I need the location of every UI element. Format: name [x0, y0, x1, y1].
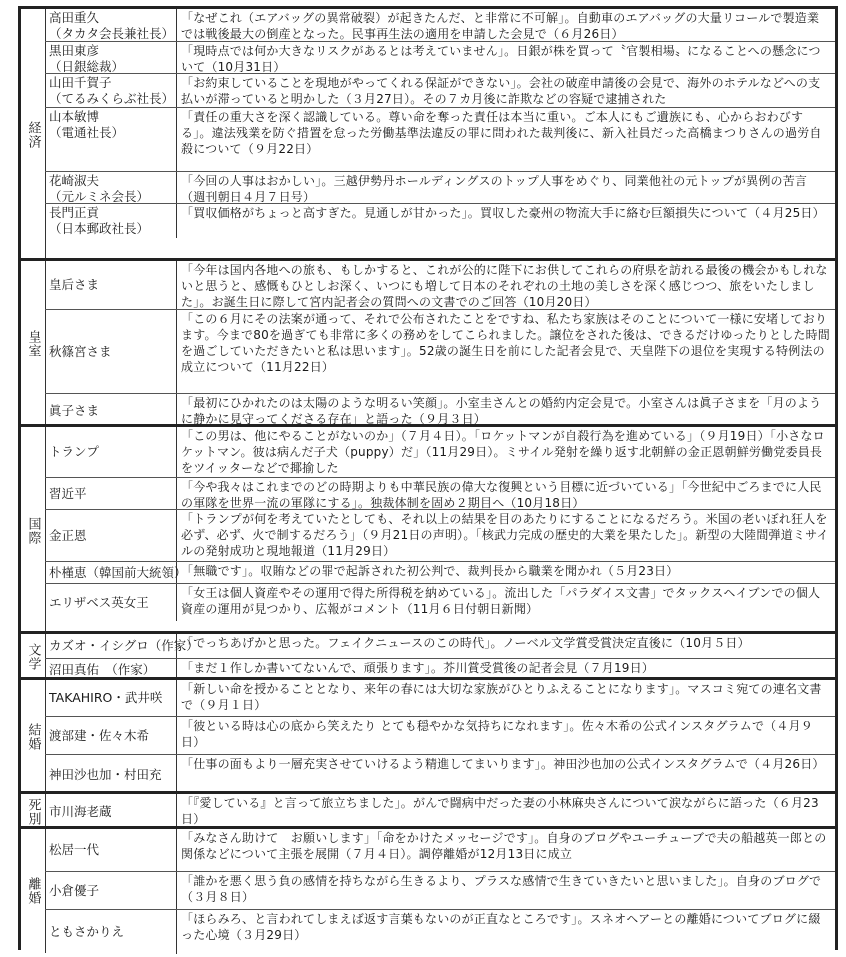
category-label	[21, 680, 46, 794]
section-6	[21, 791, 835, 829]
person-name-cell	[45, 755, 177, 795]
category-label	[21, 9, 46, 261]
section-3	[21, 424, 835, 634]
person-name-cell	[45, 204, 177, 238]
quote-text: 「『愛している』と言って旅立ちました」。がんで闘病中だった妻の小林麻央さんについて涙ながらに語った（６月23日）	[181, 796, 819, 826]
category-text: 結婚	[25, 723, 41, 751]
person-name: 高田重久	[49, 10, 100, 25]
table-row	[45, 393, 835, 428]
table-row	[45, 680, 835, 716]
quote-text: 「女王は個人資産やその運用で得た所得税を納めている」。流出した「パラダイス文書」でタックスヘイブンでの個人資産の運用が見つかり、広報がコメント（11月６日付朝日新聞）	[181, 586, 821, 616]
quote-text: 「この６月にその法案が通って、それで公布されたことをですね、私たち家族はそのことについて一様に安堵しております。今まで80を過ぎても非常に多くの務めをしてこられました。譲位をされた後は、できるだけゆったりとした時間を過ごしていただきたいと私は思います」。52歳の誕生日を前にした記者会見で、天皇陛下の退位を実現する特例法の成立について（11月22日）	[181, 312, 830, 374]
category-label	[21, 634, 46, 680]
person-name-cell	[45, 427, 177, 477]
quote-text: 「最初にひかれたのは太陽のような明るい笑顔」。小室圭さんとの婚約内定会見で。小室さんは眞子さまを「月のように静かに見守ってくださる存在」と語った（９月３日）	[181, 396, 822, 426]
quote-text: 「今回の人事はおかしい」。三越伊勢丹ホールディングスのトップ人事をめぐり、同業他社の元トップが異例の苦言（週刊朝日４月７日号）	[181, 174, 808, 204]
quote-text: 「今や我々はこれまでのどの時期よりも中華民族の偉大な復興という目標に近づいている」「今世紀中ごろまでに人民の軍隊を世界一流の軍隊にする」。独裁体制を固め２期目へ（10月18日）	[181, 480, 822, 510]
category-text: 離婚	[25, 877, 41, 905]
person-name: TAKAHIRO・武井咲	[49, 690, 163, 705]
person-name-cell	[45, 394, 177, 428]
quote-text: 「仕事の面もより一層充実させていけるよう精進してまいります」。神田沙也加の公式インスタグラムで（４月26日）	[181, 757, 825, 771]
person-affiliation: （日本郵政社長）	[49, 221, 150, 236]
person-name-cell	[45, 42, 177, 74]
person-name-cell	[45, 794, 177, 829]
person-name: ともさかりえ	[49, 924, 125, 939]
table-row	[45, 794, 835, 829]
person-name-cell	[45, 910, 177, 954]
person-name: 沼田真佑 （作家）	[49, 662, 156, 677]
person-name: 山本敏博	[49, 109, 100, 124]
quote-text: 「トランプが何を考えていたとしても、それ以上の結果を目のあたりにすることになるだろう。米国の老いぼれ狂人を必ず、必ず、火で制するだろう」（９月21日の声明）。「核武力完成の歴史的大業を果たした」。新型の大陸間弾道ミサイルの発射成功と現地報道（11月29日）	[181, 512, 829, 558]
table-row	[45, 716, 835, 755]
category-label	[21, 261, 46, 427]
quote-text: 「買収価格がちょっと高すぎた。見通しが甘かった」。買収した豪州の物流大手に絡む巨額損失について（４月25日）	[181, 206, 825, 220]
quote-text: 「ほらみろ、と言われてしまえば返す言葉もないのが正直なところです」。スネオヘアーとの離婚についてブログに綴った心境（３月29日）	[181, 912, 821, 942]
person-name: 小倉優子	[49, 883, 100, 898]
category-text: 国際	[25, 516, 41, 545]
quote-text: 「この男は、他にやることがないのか」（７月４日）。「ロケットマンが自殺行為を進めている」（９月19日）「小さなロケットマン。彼は病んだ子犬（puppy）だ」（11月29日）。ミサイル発射を繰り返す北朝鮮の金正恩朝鮮労働党委員長をツイッターなどで揶揄した	[181, 429, 825, 475]
person-affiliation: （元ルミネ会長）	[49, 189, 150, 204]
person-name: 山田千賀子	[49, 75, 112, 90]
quote-text: 「なぜこれ（エアバッグの異常破裂）が起きたんだ、と非常に不可解」。自動車のエアバッグの大量リコールで製造業では戦後最大の倒産となった。民事再生法の適用を申請した会見で（６月26日）	[181, 11, 820, 41]
person-name: トランプ	[49, 444, 100, 459]
category-label	[21, 829, 46, 953]
person-name-cell	[45, 562, 187, 584]
category-text: 死別	[25, 797, 41, 826]
section-1	[21, 6, 835, 261]
quote-text: 「でっちあげかと思った。フェイクニュースのこの時代」。ノーベル文学賞受賞決定直後に（10月５日）	[181, 636, 750, 650]
table-row	[45, 309, 835, 394]
category-label	[21, 794, 46, 829]
quote-text: 「責任の重大さを深く認識している。尊い命を奪った責任は本当に重い。ご本人にもご遺族にも、心からおわびする」。違法残業を防ぐ措置を怠った労働基準法違反の罪に問われた裁判後に、新入社員だった高橋まつりさんの過労自殺について（９月22日）	[181, 110, 822, 156]
table-row	[45, 107, 835, 172]
table-row	[45, 261, 835, 309]
section-4	[21, 631, 835, 680]
quote-text: 「新しい命を授かることとなり、来年の春には大切な家族がひとりふえることになります」。マスコミ宛ての連名文書で（９月１日）	[181, 682, 822, 712]
table-row	[45, 203, 835, 238]
table-row	[45, 583, 835, 621]
person-name: 皇后さま	[49, 277, 100, 292]
table-row	[45, 634, 835, 658]
person-name-cell	[45, 310, 177, 394]
quote-text: 「無職です」。収賄などの罪で起訴された初公判で、裁判長から職業を聞かれ（５月23日）	[181, 564, 679, 578]
table-row	[45, 909, 835, 954]
table-row	[45, 871, 835, 910]
section-2	[21, 258, 835, 427]
quote-text: 「まだ１作しか書いてないんで、頑張ります」。芥川賞受賞後の記者会見（７月19日）	[181, 661, 655, 675]
person-name-cell	[45, 584, 177, 621]
section-7	[21, 826, 835, 953]
person-name: カズオ・イシグロ（作家）	[49, 638, 199, 653]
quote-text: 「誰かを悪く思う負の感情を持ちながら生きるより、プラスな感情で生きていきたいと思いました」。自身のブログで（３月８日）	[181, 874, 822, 904]
person-name: 金正恩	[49, 528, 87, 543]
table-row	[45, 509, 835, 562]
category-text: 皇室	[25, 330, 41, 358]
person-name: 神田沙也加・村田充	[49, 767, 162, 782]
quote-text: 「彼といる時は心の底から笑えたり とても穏やかな気持ちになれます」。佐々木希の公式インスタグラムで（４月９日）	[181, 719, 813, 749]
person-name-cell	[45, 74, 177, 108]
person-affiliation: （タカタ会長兼社長）	[49, 26, 175, 41]
person-name-cell	[45, 680, 177, 716]
table-row	[45, 427, 835, 477]
person-name: 習近平	[49, 486, 87, 501]
quotes-table	[18, 6, 838, 950]
person-name-cell	[45, 872, 177, 910]
person-name-cell	[45, 478, 177, 510]
quote-text: 「お約束していることを現地がやってくれる保証ができない」。会社の破産申請後の会見で、海外のホテルなどへの支払いが滞っていると明かした（３月27日）。その７カ月後に詐欺などの容疑で逮捕された	[181, 76, 821, 106]
person-name: エリザベス英女王	[49, 594, 149, 610]
person-name-cell	[45, 9, 177, 41]
category-text: 文学	[25, 643, 41, 671]
table-row	[45, 9, 835, 41]
person-name: 秋篠宮さま	[49, 344, 112, 359]
table-row	[45, 477, 835, 510]
section-5	[21, 677, 835, 794]
person-name: 黒田東彦	[49, 43, 100, 58]
person-name-cell	[45, 108, 177, 172]
person-name: 市川海老蔵	[49, 803, 112, 819]
person-name: 眞子さま	[49, 403, 100, 418]
person-affiliation: （てるみくらぶ社長）	[49, 91, 175, 106]
table-row	[45, 41, 835, 74]
table-row	[45, 171, 835, 204]
person-name-cell	[45, 829, 177, 871]
person-affiliation: （電通社長）	[49, 125, 125, 140]
table-row	[45, 829, 835, 871]
person-name: 花崎淑夫	[49, 173, 100, 188]
person-affiliation: （日銀総裁）	[49, 59, 125, 74]
person-name: 松居一代	[49, 842, 100, 857]
table-row	[45, 754, 835, 795]
table-row	[45, 73, 835, 108]
person-name-cell	[45, 717, 177, 755]
category-text: 経済	[25, 121, 41, 149]
person-name-cell	[45, 172, 177, 204]
quote-text: 「今年は国内各地への旅も、もしかすると、これが公的に陛下にお供してこれらの府県を訪れる最後の機会かもしれないと思うと、感慨もひとしお深く、いつにも増して日本のそれぞれの土地の美しさを深く感じつつ、旅をいたしました」。お誕生日に際して宮内記者会の質問への文書でのご回答（10月20日）	[181, 263, 828, 309]
quote-text: 「現時点では何か大きなリスクがあるとは考えていません」。日銀が株を買って〝官製相場〟になることへの懸念について（10月31日）	[181, 44, 821, 74]
quote-text: 「みなさん助けて お願いします」「命をかけたメッセージです」。自身のブログやユーチューブで夫の船越英一郎との関係などについて主張を展開（７月４日）。調停離婚が12月13日に成立	[181, 831, 827, 861]
person-name-cell	[45, 634, 199, 658]
person-name: 渡部建・佐々木希	[49, 728, 150, 743]
person-name-cell	[45, 261, 177, 309]
person-name-cell	[45, 510, 177, 562]
person-name: 長門正貢	[49, 205, 100, 220]
person-name: 朴槿恵（韓国前大統領）	[49, 565, 187, 580]
category-label	[21, 427, 46, 634]
table-row	[45, 561, 835, 584]
